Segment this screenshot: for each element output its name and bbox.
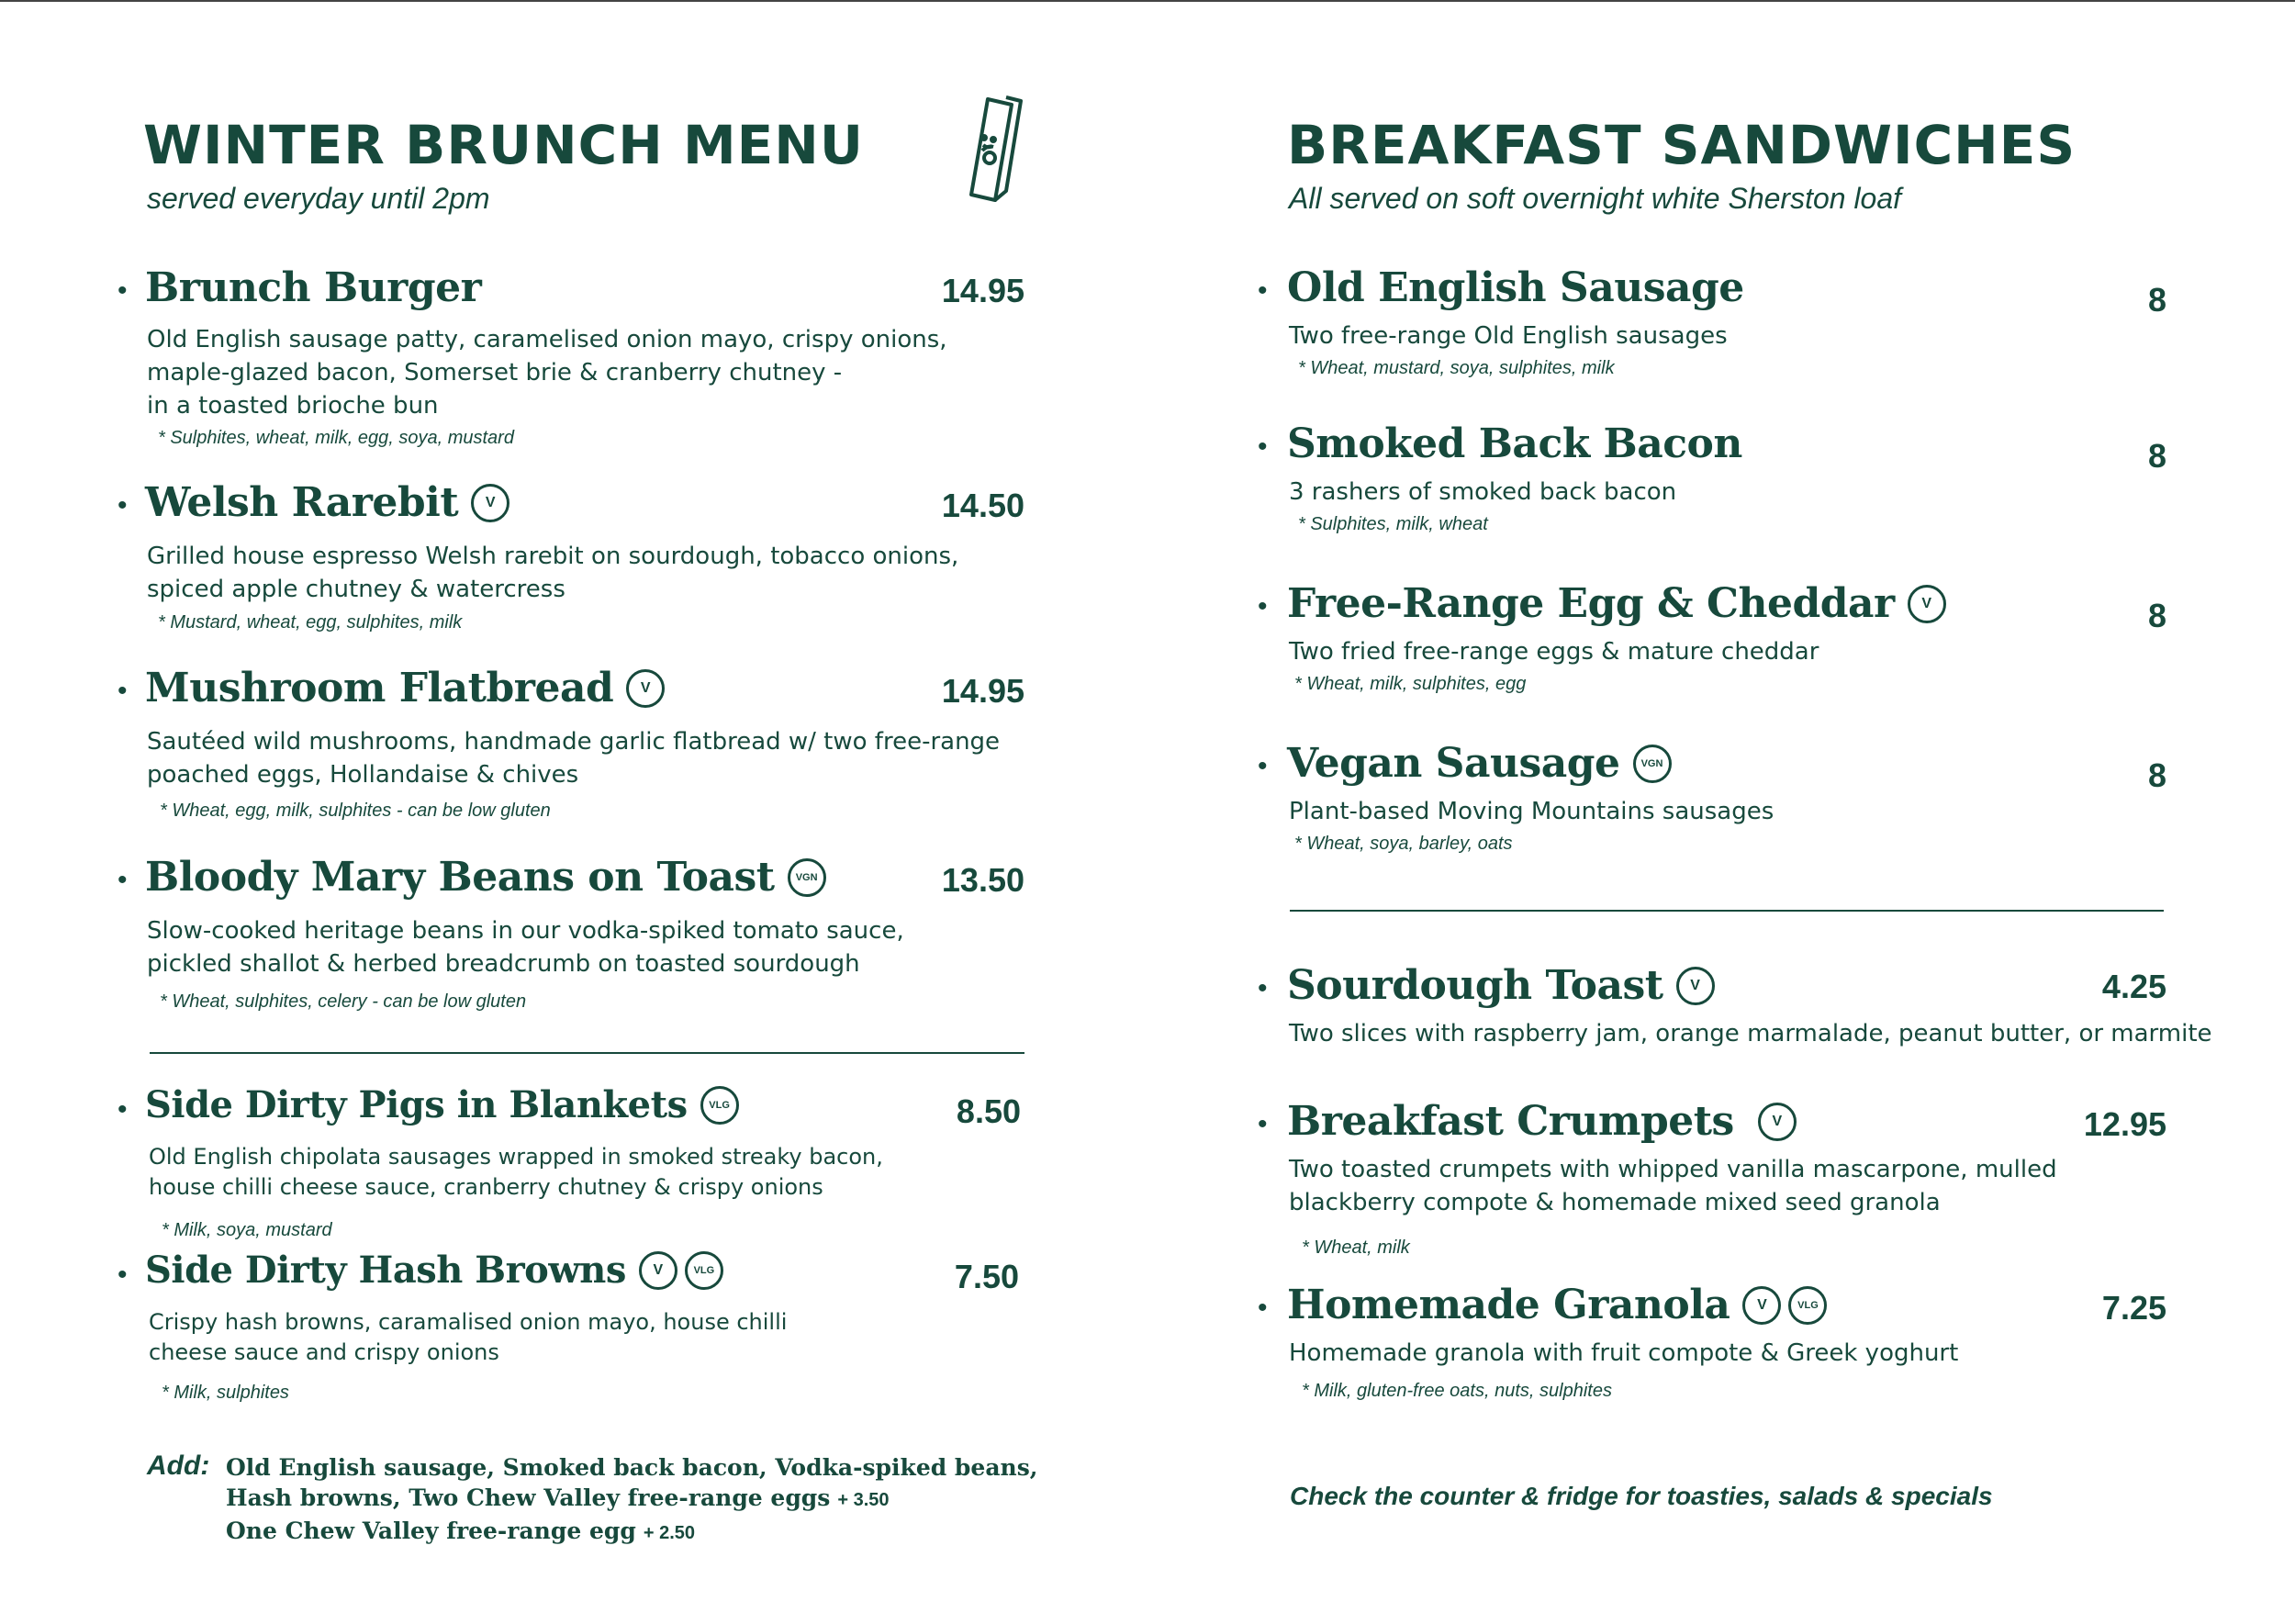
vegetarian-badge: V bbox=[1742, 1286, 1781, 1325]
allergens-old-english-sausage: * Wheat, mustard, soya, sulphites, milk bbox=[1298, 358, 1615, 378]
price-egg-and-cheddar: 8 bbox=[2147, 597, 2166, 634]
allergens-side-hash-browns: * Milk, sulphites bbox=[162, 1383, 289, 1403]
price-sourdough-toast: 4.25 bbox=[2101, 968, 2166, 1005]
vegetarian-badge: V bbox=[639, 1251, 677, 1290]
vegetarian-like-badge: VLG bbox=[1788, 1286, 1827, 1325]
allergens-egg-and-cheddar: * Wheat, milk, sulphites, egg bbox=[1294, 674, 1527, 694]
desc-vegan-sausage: Plant-based Moving Mountains sausages bbox=[1289, 798, 1774, 825]
allergens-side-pigs-in-blankets: * Milk, soya, mustard bbox=[162, 1220, 332, 1240]
bullet: • bbox=[1258, 1293, 1268, 1323]
allergens-bloody-mary-beans: * Wheat, sulphites, celery - can be low gluten bbox=[160, 991, 527, 1012]
item-name-welsh-rarebit: Welsh Rarebit V bbox=[145, 479, 509, 526]
brunch-subtitle: served everyday until 2pm bbox=[147, 182, 490, 215]
price-bloody-mary-beans: 13.50 bbox=[941, 861, 1024, 899]
allergens-welsh-rarebit: * Mustard, wheat, egg, sulphites, milk bbox=[158, 612, 463, 633]
price-breakfast-crumpets: 12.95 bbox=[2083, 1105, 2166, 1143]
allergens-breakfast-crumpets: * Wheat, milk bbox=[1302, 1238, 1410, 1258]
bullet: • bbox=[118, 1260, 128, 1290]
bullet: • bbox=[1258, 275, 1268, 306]
desc-egg-and-cheddar: Two fried free-range eggs & mature cheddar bbox=[1289, 638, 1819, 666]
bullet: • bbox=[118, 865, 128, 895]
item-name-old-english-sausage: Old English Sausage bbox=[1287, 264, 1744, 311]
item-name-side-hash-browns: Side Dirty Hash Browns V VLG bbox=[145, 1249, 723, 1292]
item-name-breakfast-crumpets: Breakfast Crumpets V bbox=[1287, 1098, 1797, 1145]
vegetarian-like-badge: VLG bbox=[700, 1086, 739, 1125]
add-label: Add: bbox=[147, 1450, 210, 1481]
allergens-homemade-granola: * Milk, gluten-free oats, nuts, sulphites bbox=[1302, 1381, 1612, 1401]
vegetarian-badge: V bbox=[1758, 1103, 1797, 1141]
sandwiches-title: BREAKFAST SANDWICHES bbox=[1287, 114, 2077, 176]
bullet: • bbox=[118, 676, 128, 706]
item-name-egg-and-cheddar: Free-Range Egg & Cheddar V bbox=[1287, 580, 1946, 627]
vegan-badge: VGN bbox=[1633, 745, 1672, 783]
desc-homemade-granola: Homemade granola with fruit compote & Greek yoghurt bbox=[1289, 1339, 1959, 1367]
allergens-mushroom-flatbread: * Wheat, egg, milk, sulphites - can be low gluten bbox=[160, 801, 551, 821]
item-name-vegan-sausage: Vegan Sausage VGN bbox=[1287, 740, 1672, 787]
desc-side-pigs-in-blankets: Old English chipolata sausages wrapped in smoked streaky bacon, house chilli cheese sauce, cranberry chutney & crispy onions bbox=[149, 1144, 883, 1200]
price-smoked-back-bacon: 8 bbox=[2147, 437, 2166, 475]
price-brunch-burger: 14.95 bbox=[941, 272, 1024, 309]
desc-side-hash-browns: Crispy hash browns, caramalised onion mayo, house chilli cheese sauce and crispy onions bbox=[149, 1309, 788, 1365]
bullet: • bbox=[1258, 1109, 1268, 1139]
bullet: • bbox=[118, 490, 128, 521]
sandwiches-subtitle: All served on soft overnight white Sherston loaf bbox=[1289, 182, 1902, 215]
vegetarian-badge: V bbox=[471, 484, 509, 522]
bullet: • bbox=[1258, 751, 1268, 781]
brunch-title: WINTER BRUNCH MENU bbox=[143, 114, 864, 176]
vegetarian-badge: V bbox=[626, 669, 665, 708]
item-name-homemade-granola: Homemade Granola V VLG bbox=[1287, 1282, 1827, 1328]
desc-welsh-rarebit: Grilled house espresso Welsh rarebit on sourdough, tobacco onions, spiced apple chutney & watercress bbox=[147, 543, 959, 603]
vegetarian-like-badge: VLG bbox=[685, 1251, 723, 1290]
section-divider bbox=[150, 1052, 1024, 1054]
allergens-brunch-burger: * Sulphites, wheat, milk, egg, soya, mustard bbox=[158, 428, 514, 448]
allergens-vegan-sausage: * Wheat, soya, barley, oats bbox=[1294, 834, 1513, 854]
desc-bloody-mary-beans: Slow-cooked heritage beans in our vodka-spiked tomato sauce, pickled shallot & herbed breadcrumb on toasted sourdough bbox=[147, 917, 904, 978]
bullet: • bbox=[118, 1094, 128, 1125]
item-name-smoked-back-bacon: Smoked Back Bacon bbox=[1287, 420, 1742, 467]
price-mushroom-flatbread: 14.95 bbox=[941, 672, 1024, 710]
item-name-sourdough-toast: Sourdough Toast V bbox=[1287, 962, 1715, 1009]
desc-brunch-burger: Old English sausage patty, caramelised onion mayo, crispy onions, maple-glazed bacon, Somerset brie & cranberry chutney - in a toasted brioche bun bbox=[147, 326, 947, 420]
vegetarian-badge: V bbox=[1908, 585, 1946, 623]
price-vegan-sausage: 8 bbox=[2147, 756, 2166, 794]
item-name-bloody-mary-beans: Bloody Mary Beans on Toast VGN bbox=[145, 854, 826, 901]
desc-mushroom-flatbread: Sautéed wild mushrooms, handmade garlic flatbread w/ two free-range poached eggs, Hollandaise & chives bbox=[147, 728, 1001, 789]
bullet: • bbox=[1258, 591, 1268, 622]
allergens-smoked-back-bacon: * Sulphites, milk, wheat bbox=[1298, 514, 1488, 534]
price-homemade-granola: 7.25 bbox=[2101, 1289, 2166, 1327]
top-border bbox=[0, 0, 2295, 2]
vegetarian-badge: V bbox=[1676, 967, 1715, 1005]
clothes-peg-icon bbox=[955, 92, 1028, 211]
item-name-brunch-burger: Brunch Burger bbox=[145, 264, 482, 311]
bullet: • bbox=[118, 275, 128, 306]
vegan-badge: VGN bbox=[788, 858, 826, 897]
desc-breakfast-crumpets: Two toasted crumpets with whipped vanilla mascarpone, mulled blackberry compote & homemade mixed seed granola bbox=[1289, 1156, 2057, 1216]
desc-smoked-back-bacon: 3 rashers of smoked back bacon bbox=[1289, 478, 1677, 506]
counter-footnote: Check the counter & fridge for toasties, salads & specials bbox=[1290, 1482, 1993, 1510]
bullet: • bbox=[1258, 431, 1268, 462]
section-divider bbox=[1290, 910, 2164, 912]
bullet: • bbox=[1258, 973, 1268, 1003]
item-name-mushroom-flatbread: Mushroom Flatbread V bbox=[145, 665, 665, 711]
desc-old-english-sausage: Two free-range Old English sausages bbox=[1289, 322, 1728, 350]
price-welsh-rarebit: 14.50 bbox=[941, 487, 1024, 524]
price-side-hash-browns: 7.50 bbox=[954, 1258, 1019, 1295]
desc-sourdough-toast: Two slices with raspberry jam, orange marmalade, peanut butter, or marmite bbox=[1289, 1020, 2212, 1047]
add-options: Old English sausage, Smoked back bacon, Vodka-spiked beans, Hash browns, Two Chew Valley free-range eggs + 3.50 One Chew Valley free-range egg + 2.50 bbox=[226, 1454, 1038, 1544]
price-old-english-sausage: 8 bbox=[2147, 281, 2166, 319]
price-side-pigs-in-blankets: 8.50 bbox=[956, 1092, 1021, 1130]
item-name-side-pigs-in-blankets: Side Dirty Pigs in Blankets VLG bbox=[145, 1083, 739, 1126]
